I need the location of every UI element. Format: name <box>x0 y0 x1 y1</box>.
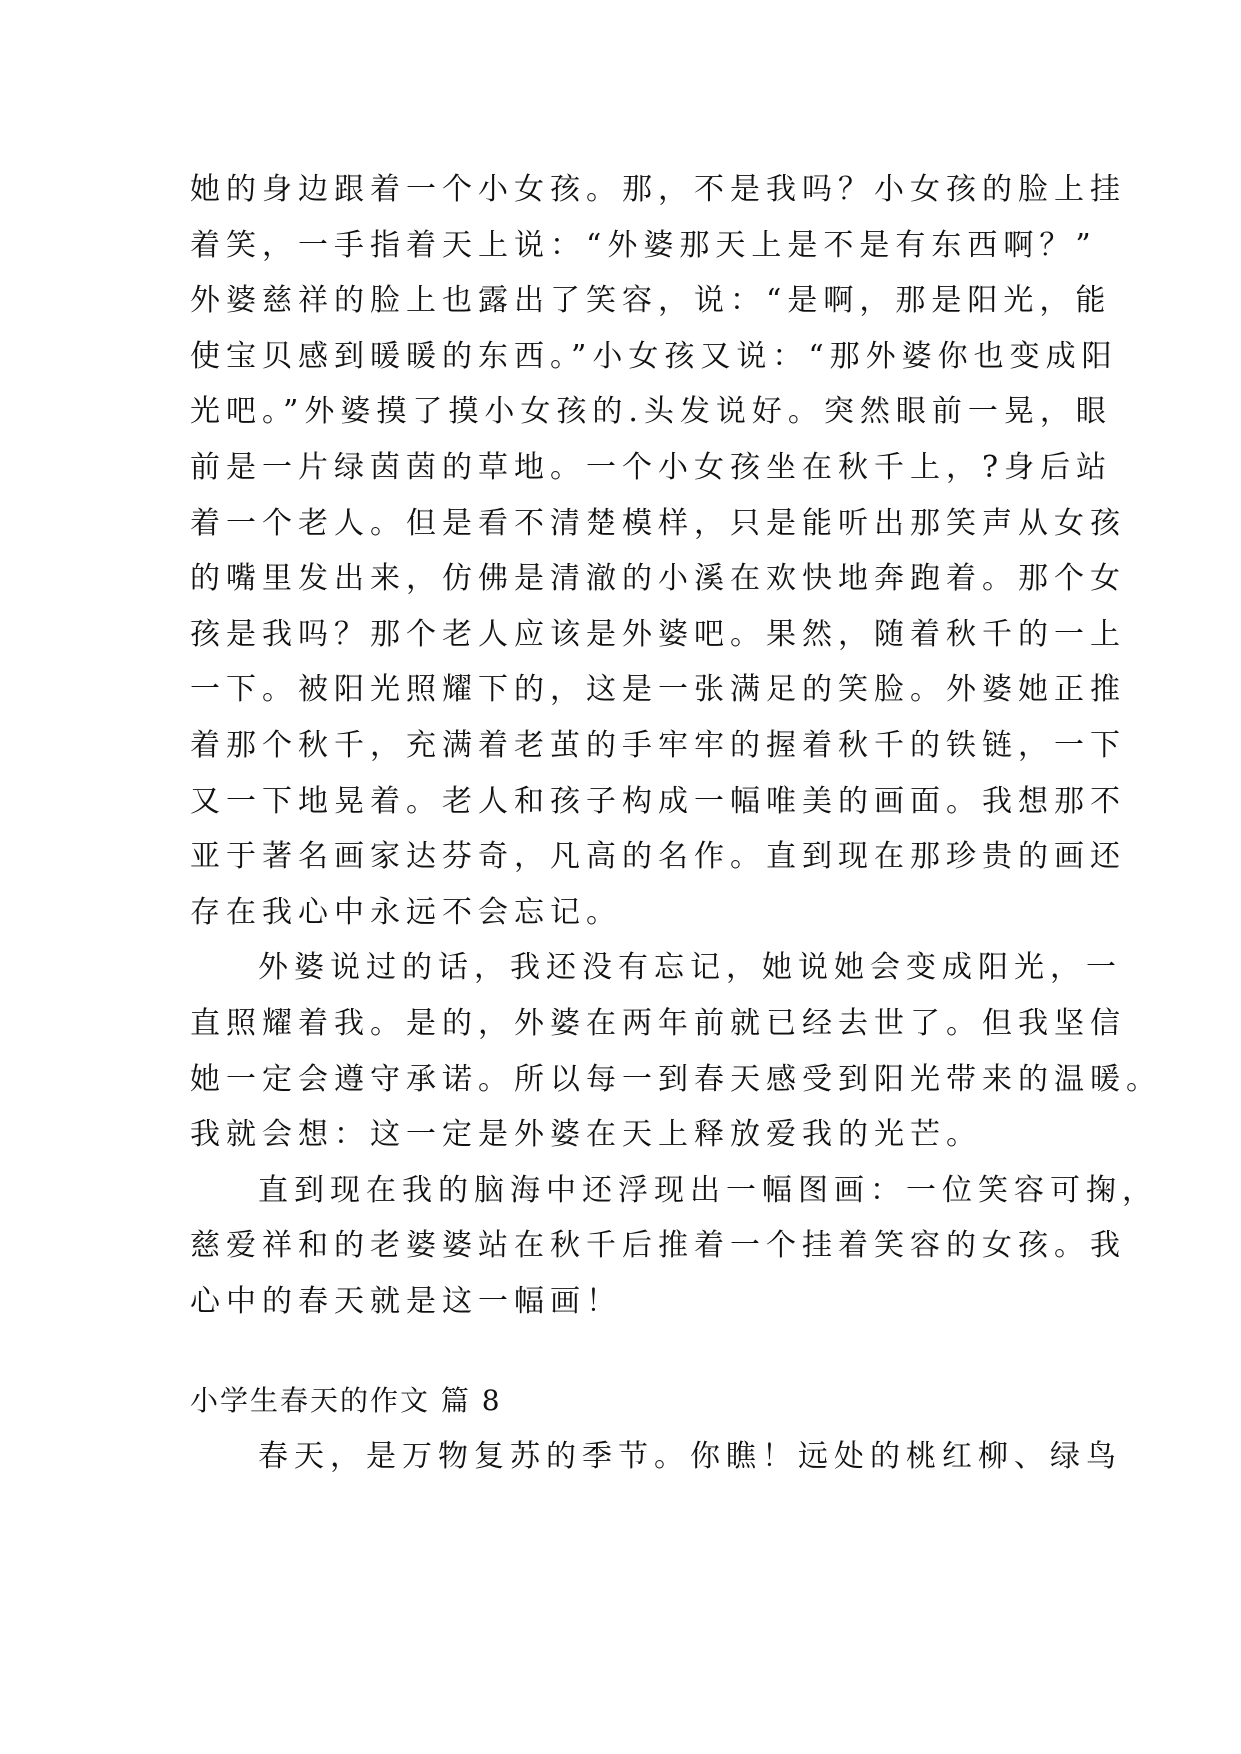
text-line: 的嘴里发出来，仿佛是清澈的小溪在欢快地奔跑着。那个女 <box>190 561 1126 597</box>
text-line: 她的身边跟着一个小女孩。那，不是我吗？小女孩的脸上挂 <box>190 172 1126 207</box>
text-line: 着一个老人。但是看不清楚模样，只是能听出那笑声从女孩 <box>190 505 1126 541</box>
paragraph-3 <box>190 1163 1158 1330</box>
text-line: 她一定会遵守承诺。所以每一到春天感受到阳光带来的温暖。 <box>190 1061 1162 1097</box>
text-line: 心中的春天就是这一幅画！ <box>190 1283 622 1319</box>
text-line: 光吧。”外婆摸了摸小女孩的.头发说好。突然眼前一晃，眼 <box>190 394 1112 430</box>
text-line: 春天，是万物复苏的季节。你瞧！远处的桃红柳、绿鸟 <box>258 1439 1122 1475</box>
paragraph-4 <box>190 1429 1122 1485</box>
paragraph-1 <box>190 162 1126 940</box>
text-line: 着笑，一手指着天上说：“外婆那天上是不是有东西啊？” <box>190 227 1097 263</box>
text-line: 使宝贝感到暖暖的东西。”小女孩又说：“那外婆你也变成阳 <box>190 338 1118 374</box>
text-line: 亚于著名画家达芬奇，凡高的名作。直到现在那珍贵的画还 <box>190 839 1126 875</box>
text-line: 着那个秋千，充满着老茧的手牢牢的握着秋千的铁链，一下 <box>190 727 1126 763</box>
text-line: 外婆慈祥的脸上也露出了笑容，说：“是啊，那是阳光，能 <box>190 283 1112 319</box>
text-line: 直到现在我的脑海中还浮现出一幅图画：一位笑容可掬， <box>258 1172 1158 1208</box>
section-title: 小学生春天的作文 篇 8 <box>190 1384 502 1418</box>
text-line: 又一下地晃着。老人和孩子构成一幅唯美的画面。我想那不 <box>190 783 1126 819</box>
text-line: 外婆说过的话，我还没有忘记，她说她会变成阳光，一 <box>258 950 1122 986</box>
text-line: 存在我心中永远不会忘记。 <box>190 894 622 930</box>
text-line: 慈爱祥和的老婆婆站在秋千后推着一个挂着笑容的女孩。我 <box>190 1228 1126 1264</box>
text-line: 孩是我吗？那个老人应该是外婆吧。果然，随着秋千的一上 <box>190 616 1126 652</box>
text-line: 直照耀着我。是的，外婆在两年前就已经去世了。但我坚信 <box>190 1005 1126 1041</box>
document-page <box>190 162 1162 1485</box>
text-line: 一下。被阳光照耀下的，这是一张满足的笑脸。外婆她正推 <box>190 672 1126 708</box>
text-line: 我就会想：这一定是外婆在天上释放爱我的光芒。 <box>190 1117 982 1153</box>
paragraph-2 <box>190 940 1162 1162</box>
text-line: 前是一片绿茵茵的草地。一个小女孩坐在秋千上，?身后站 <box>190 449 1113 485</box>
